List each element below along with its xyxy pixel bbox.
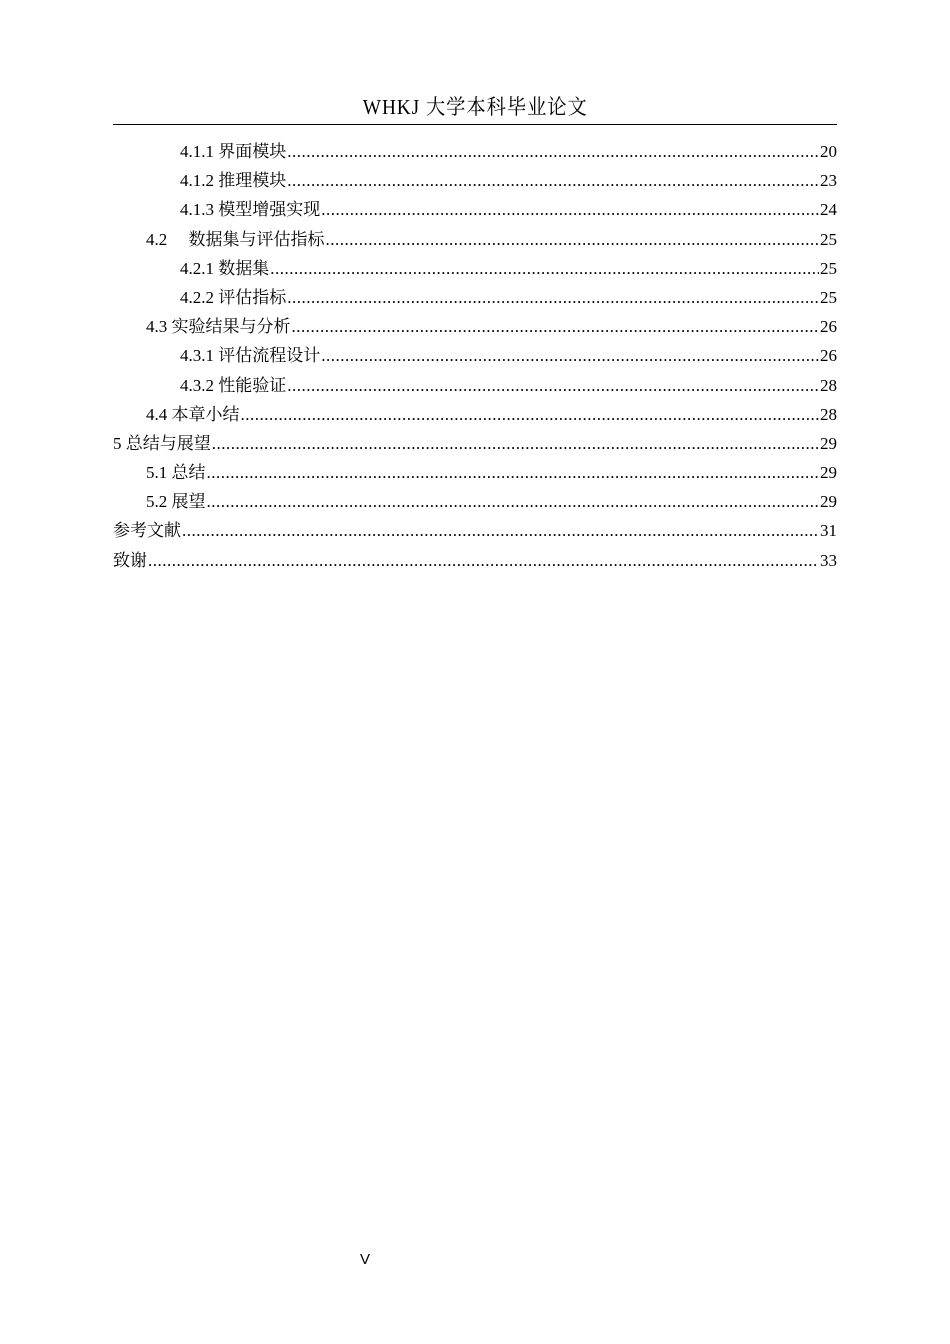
toc-entry[interactable] [113, 487, 837, 516]
table-of-contents [113, 137, 837, 575]
toc-entry-label: 4.1.1 界面模块 [180, 142, 287, 161]
toc-dot-leader [326, 225, 820, 254]
toc-entry-label: 5 总结与展望 [113, 433, 211, 453]
toc-entry-label: 4.2.1 数据集 [180, 258, 270, 278]
toc-entry-page: 29 [820, 463, 837, 483]
toc-entry[interactable] [113, 341, 837, 370]
toc-entry[interactable] [113, 225, 837, 254]
toc-entry-page: 33 [820, 550, 837, 570]
toc-entry-label: 4.3.1 评估流程设计 [180, 346, 321, 366]
toc-entry-page: 25 [820, 258, 837, 278]
toc-entry-page: 25 [820, 287, 837, 307]
toc-entry-label: 致谢 [113, 550, 147, 570]
toc-dot-leader [148, 546, 819, 575]
toc-entry-page: 28 [820, 375, 837, 395]
toc-entry-page: 23 [820, 171, 837, 191]
toc-entry-label: 5.1 总结 [146, 463, 206, 483]
toc-dot-leader [207, 458, 820, 487]
toc-entry-page: 26 [820, 317, 837, 337]
toc-dot-leader [292, 312, 820, 341]
toc-entry-label: 4.4 本章小结 [146, 404, 240, 424]
toc-entry-label: 4.1.2 推理模块 [180, 171, 287, 191]
toc-entry[interactable] [113, 546, 837, 575]
toc-entry-page: 29 [820, 433, 837, 453]
toc-entry-page: 20 [820, 142, 837, 161]
toc-entry-page: 26 [820, 346, 837, 366]
page-number: V [359, 1251, 370, 1268]
toc-entry-label: 4.3 实验结果与分析 [146, 317, 291, 337]
toc-entry[interactable] [113, 312, 837, 341]
toc-entry[interactable] [113, 283, 837, 312]
toc-entry[interactable] [113, 516, 837, 545]
toc-dot-leader [287, 283, 819, 312]
toc-entry-label: 4.2 数据集与评估指标 [146, 229, 325, 249]
toc-dot-leader [270, 254, 819, 283]
toc-dot-leader [321, 341, 819, 370]
toc-entry-label: 4.2.2 评估指标 [180, 287, 287, 307]
header-title: WHKJ 大学本科毕业论文 [362, 95, 588, 119]
toc-entry-label: 4.1.3 模型增强实现 [180, 200, 321, 220]
toc-entry-label: 4.3.2 性能验证 [180, 375, 287, 395]
toc-entry[interactable] [113, 195, 837, 224]
toc-entry-page: 25 [820, 229, 837, 249]
toc-entry-label: 参考文献 [113, 521, 181, 541]
toc-entry[interactable] [113, 371, 837, 400]
toc-entry-page: 28 [820, 404, 837, 424]
toc-entry-page: 29 [820, 492, 837, 512]
toc-entry[interactable] [113, 254, 837, 283]
toc-entry-page: 24 [820, 200, 837, 220]
toc-entry[interactable] [113, 400, 837, 429]
toc-dot-leader [212, 429, 819, 458]
toc-entry-page: 31 [820, 521, 837, 541]
toc-entry-label: 5.2 展望 [146, 492, 206, 512]
toc-entry[interactable] [113, 458, 837, 487]
toc-dot-leader [241, 400, 820, 429]
toc-dot-leader [207, 487, 820, 516]
toc-dot-leader [287, 137, 819, 166]
toc-entry[interactable] [113, 429, 837, 458]
toc-dot-leader [321, 195, 819, 224]
toc-dot-leader [287, 166, 819, 195]
toc-entry[interactable] [113, 166, 837, 195]
toc-entry[interactable] [113, 137, 837, 166]
toc-dot-leader [287, 371, 819, 400]
toc-dot-leader [182, 516, 819, 545]
page-header [113, 93, 837, 125]
